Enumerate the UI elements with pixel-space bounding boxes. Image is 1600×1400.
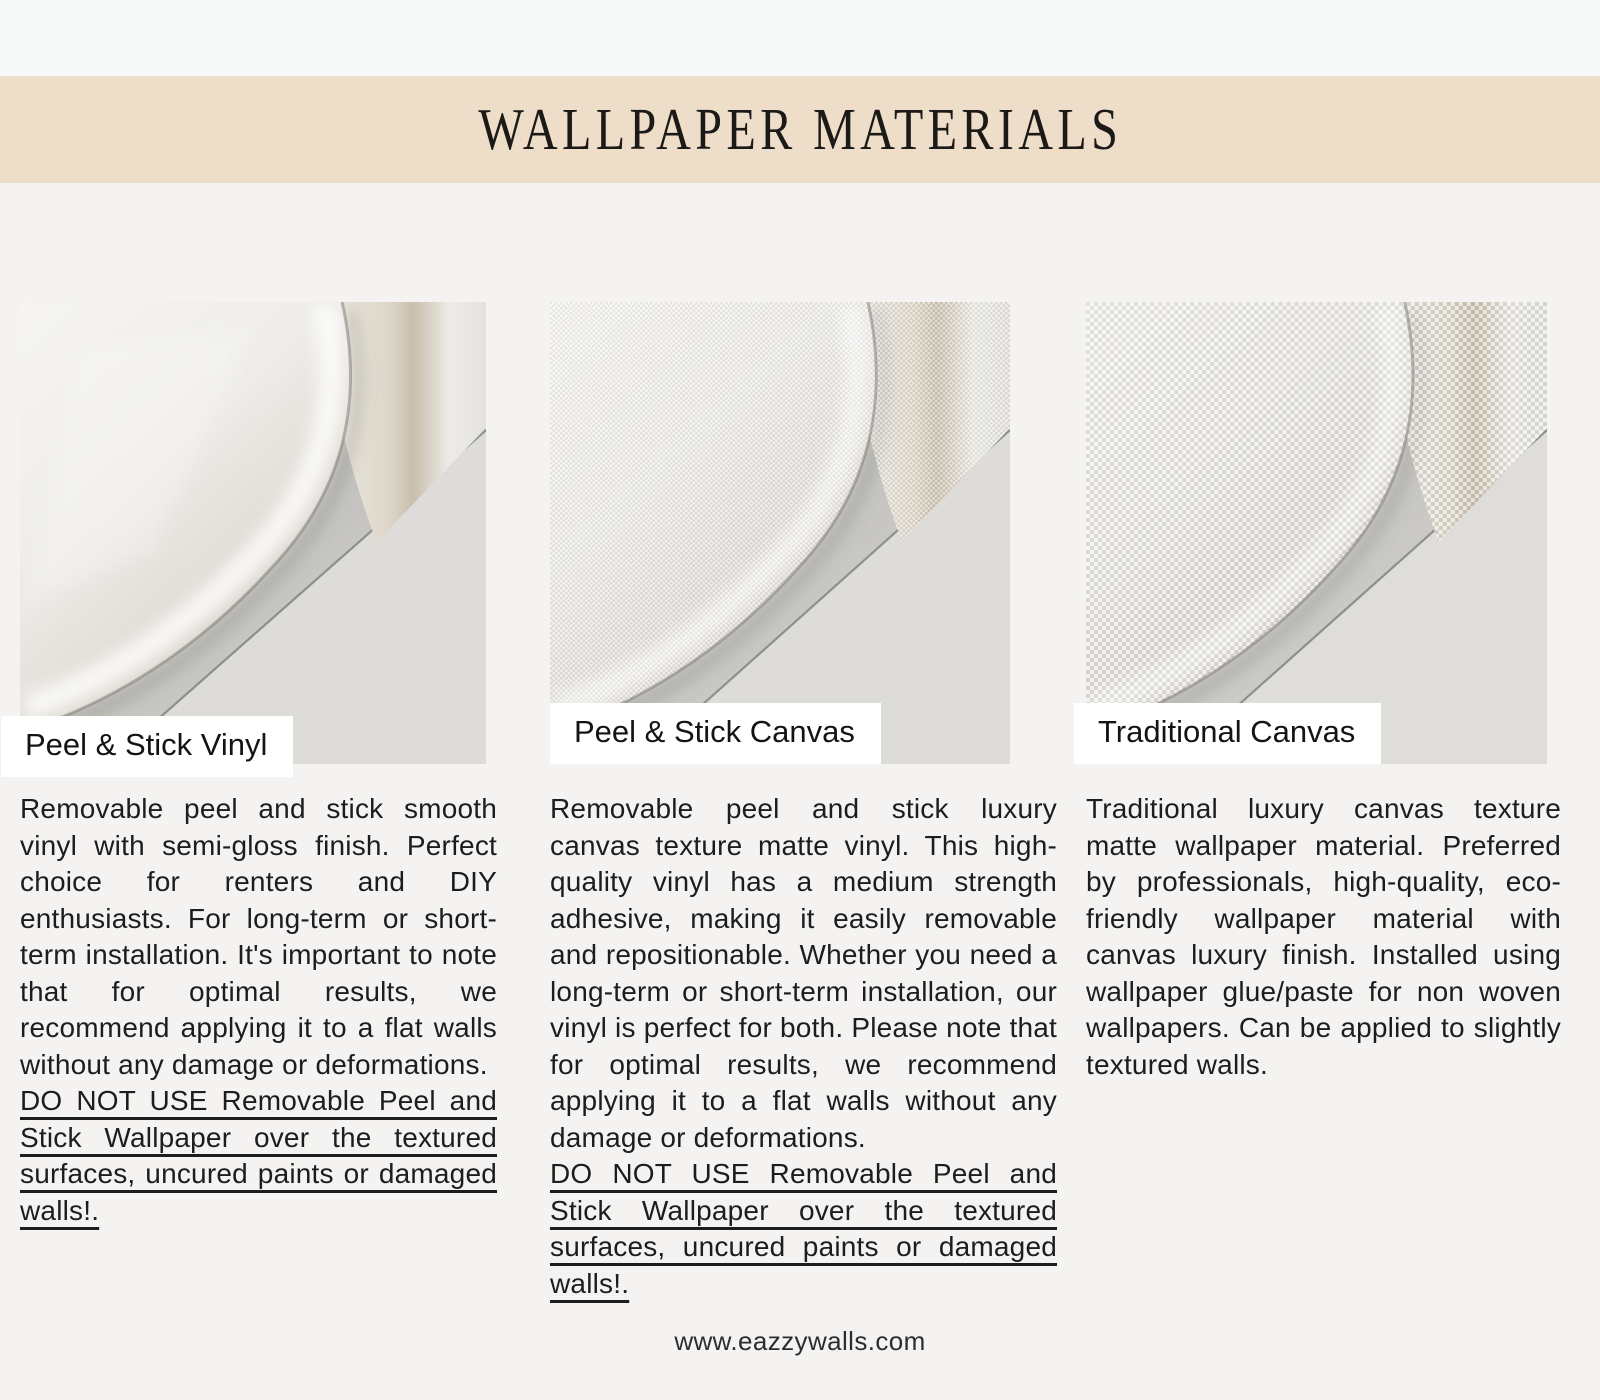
material-description [550,791,1057,1302]
description-text: Removable peel and stick smooth vinyl with semi-gloss finish. Perfect choice for renters and DIY enthusiasts. For long-term or short-term installation. It's important to note that for optimal results, we recommend applying it to a flat walls without any damage or deformations. [20,793,497,1080]
top-strip [0,0,1600,76]
do-not-use-warning: DO NOT USE Removable Peel and Stick Wallpaper over the textured surfaces, uncured paints or damaged walls!. [550,1158,1057,1299]
title-banner [0,76,1600,183]
material-name-label: Peel & Stick Canvas [550,703,881,764]
description-text: Removable peel and stick luxury canvas texture matte vinyl. This high-quality vinyl has a medium strength adhesive, making it easily removable and repositionable. Whether you need a long-term or short-term installation, our vinyl is perfect for both. Please note that for optimal results, we recommend applying it to a flat walls without any damage or deformations. [550,793,1057,1153]
footer [0,1326,1600,1357]
material-name-label: Peel & Stick Vinyl [1,716,293,777]
description-text: Traditional luxury canvas texture matte wallpaper material. Preferred by professionals, high-quality, eco-friendly wallpaper material with canvas luxury finish. Installed using wallpaper glue/paste for non woven wallpapers. Can be applied to slightly textured walls. [1086,793,1561,1080]
wallpaper-photo-smooth-vinyl [20,302,486,764]
canvas-vinyl-curl-illustration [550,302,1010,764]
wallpaper-photo-canvas [550,302,1010,764]
page-title: WALLPAPER MATERIALS [478,96,1122,163]
wallpaper-photo-traditional-canvas [1086,302,1547,764]
material-column-traditional-canvas [1086,302,1561,1083]
do-not-use-warning: DO NOT USE Removable Peel and Stick Wallpaper over the textured surfaces, uncured paints or damaged walls!. [20,1085,497,1226]
material-description [20,791,497,1229]
traditional-canvas-curl-illustration [1086,302,1547,764]
material-description [1086,791,1561,1083]
smooth-vinyl-curl-illustration [20,302,486,764]
material-name-label: Traditional Canvas [1074,703,1381,764]
material-column-peel-stick-vinyl [20,302,497,1229]
website-url: www.eazzywalls.com [674,1326,926,1356]
material-column-peel-stick-canvas [550,302,1057,1302]
